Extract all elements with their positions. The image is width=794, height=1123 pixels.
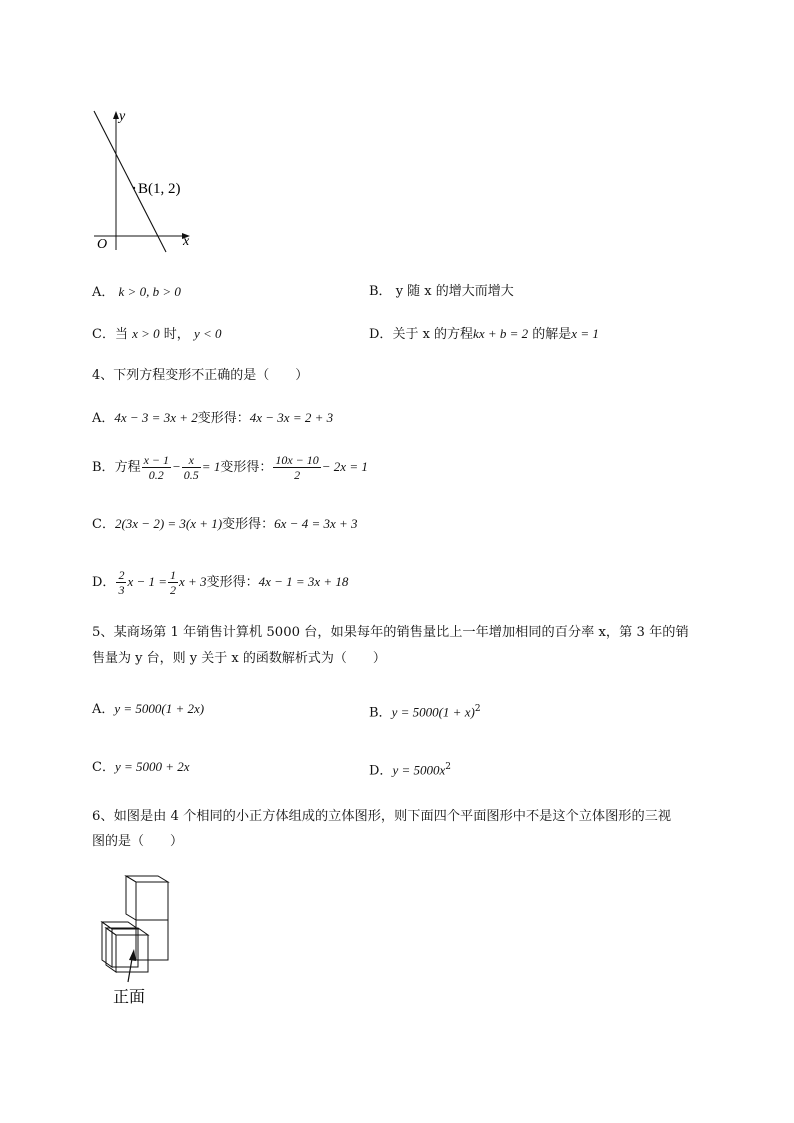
fraction-denominator: 0.2 <box>148 468 164 482</box>
option-math: x + 3 <box>179 574 207 589</box>
q6-stem-line2: 图的是（ ） <box>92 834 184 849</box>
q5-stem-line2: 售量为 y 台，则 y 关于 x 的函数解析式为（ ） <box>92 651 386 666</box>
option-text: 当 <box>114 327 128 342</box>
option-math: y = 5000(1 + x) <box>391 704 475 720</box>
option-text: 变形得： <box>222 517 275 532</box>
q3-option-c[interactable] <box>92 325 222 344</box>
option-math: 6x − 4 = 3x + 3 <box>274 516 358 531</box>
q3-option-a[interactable] <box>92 283 181 302</box>
cube-face <box>136 920 168 960</box>
fraction-numerator: x <box>182 453 201 468</box>
q4-option-c[interactable] <box>92 515 358 534</box>
option-math: y = 5000x <box>392 762 446 778</box>
option-letter: D． <box>92 575 116 590</box>
option-math: 4x − 3 = 3x + 2 <box>114 410 198 425</box>
option-text: 变形得： <box>206 575 259 590</box>
option-math: − <box>172 459 181 474</box>
fraction <box>168 568 178 597</box>
origin-label: O <box>97 237 108 252</box>
option-text: y 随 x 的增大而增大 <box>395 284 514 299</box>
q6-stem-line1: 6、如图是由 4 个相同的小正方体组成的立体图形，则下面四个平面图形中不是这个立体图形的三视 <box>92 809 672 824</box>
option-letter: A． <box>92 411 115 426</box>
fraction <box>273 453 320 482</box>
q5-option-b[interactable] <box>369 700 481 722</box>
option-math: k > 0, b > 0 <box>118 284 181 299</box>
fraction-numerator: 10x − 10 <box>275 453 319 467</box>
option-math: 2(3x − 2) = 3(x + 1) <box>114 516 223 531</box>
option-letter: C． <box>92 517 115 532</box>
option-math: kx + b = 2 <box>473 326 529 341</box>
option-letter: B． <box>369 705 392 721</box>
q5-option-c[interactable] <box>92 758 190 777</box>
option-exponent: 2 <box>445 762 451 772</box>
point-label: B(1, 2) <box>138 181 181 197</box>
point-b <box>133 187 135 189</box>
option-math: x − 1 = <box>127 574 168 589</box>
option-math: 4x − 3x = 2 + 3 <box>249 410 334 425</box>
option-letter: C． <box>92 327 115 342</box>
q4-stem: 4、下列方程变形不正确的是（ ） <box>92 368 309 383</box>
q3-option-b[interactable] <box>369 283 514 301</box>
fraction <box>116 568 126 597</box>
option-math: y = 5000 + 2x <box>114 759 190 774</box>
option-letter: B． <box>369 284 392 299</box>
fraction <box>182 453 201 482</box>
option-letter: C． <box>92 760 115 775</box>
x-axis-label: x <box>183 234 190 249</box>
option-math: = 1 <box>201 459 221 474</box>
q3-line-graph <box>86 104 198 254</box>
option-text: 关于 x 的方程 <box>392 327 474 342</box>
option-math: y < 0 <box>193 326 222 341</box>
option-letter: A． <box>92 702 115 717</box>
option-letter: D． <box>369 763 393 779</box>
option-text: 的解是 <box>532 327 572 342</box>
q5-stem-line1: 5、某商场第 1 年销售计算机 5000 台，如果每年的销售量比上一年增加相同的百分率 x，第 3 年的销 <box>92 625 689 640</box>
option-math: x > 0 <box>132 326 160 341</box>
fraction-numerator: 1 <box>170 568 177 582</box>
cube-face <box>136 882 168 920</box>
fraction-numerator: 2 <box>118 568 125 582</box>
fraction-denominator: 2 <box>294 468 301 482</box>
option-math: y = 5000(1 + 2x) <box>114 701 205 716</box>
option-exponent: 2 <box>474 704 481 714</box>
option-text: 时， <box>163 327 190 342</box>
cube-top <box>126 876 168 882</box>
y-axis-label: y <box>119 109 126 124</box>
option-math: x = 1 <box>571 326 599 341</box>
q3-option-d[interactable] <box>369 325 599 344</box>
q4-option-a[interactable] <box>92 409 333 428</box>
arrow-head-icon <box>129 949 136 961</box>
option-text: 方程 <box>114 460 141 475</box>
q5-option-a[interactable] <box>92 700 204 719</box>
cube-side <box>106 928 116 972</box>
fraction-denominator: 0.5 <box>183 468 199 482</box>
option-letter: D． <box>369 327 393 342</box>
fraction <box>142 453 171 482</box>
fraction-denominator: 2 <box>170 583 177 597</box>
fraction-denominator: 3 <box>118 583 125 597</box>
q4-option-d[interactable] <box>92 566 348 599</box>
option-text: 变形得： <box>197 411 250 426</box>
front-view-label: 正面 <box>113 987 146 1006</box>
option-text: 变形得： <box>220 460 273 475</box>
fraction-numerator: x − 1 <box>143 453 170 467</box>
q5-option-d[interactable] <box>369 758 451 780</box>
q4-option-b[interactable] <box>92 451 368 484</box>
option-math: − 2x = 1 <box>321 459 368 474</box>
option-letter: B． <box>92 460 115 475</box>
option-math: 4x − 1 = 3x + 18 <box>258 574 349 589</box>
option-letter: A． <box>92 285 115 300</box>
q6-cube-figure <box>88 874 188 1014</box>
cube-side <box>126 876 136 920</box>
